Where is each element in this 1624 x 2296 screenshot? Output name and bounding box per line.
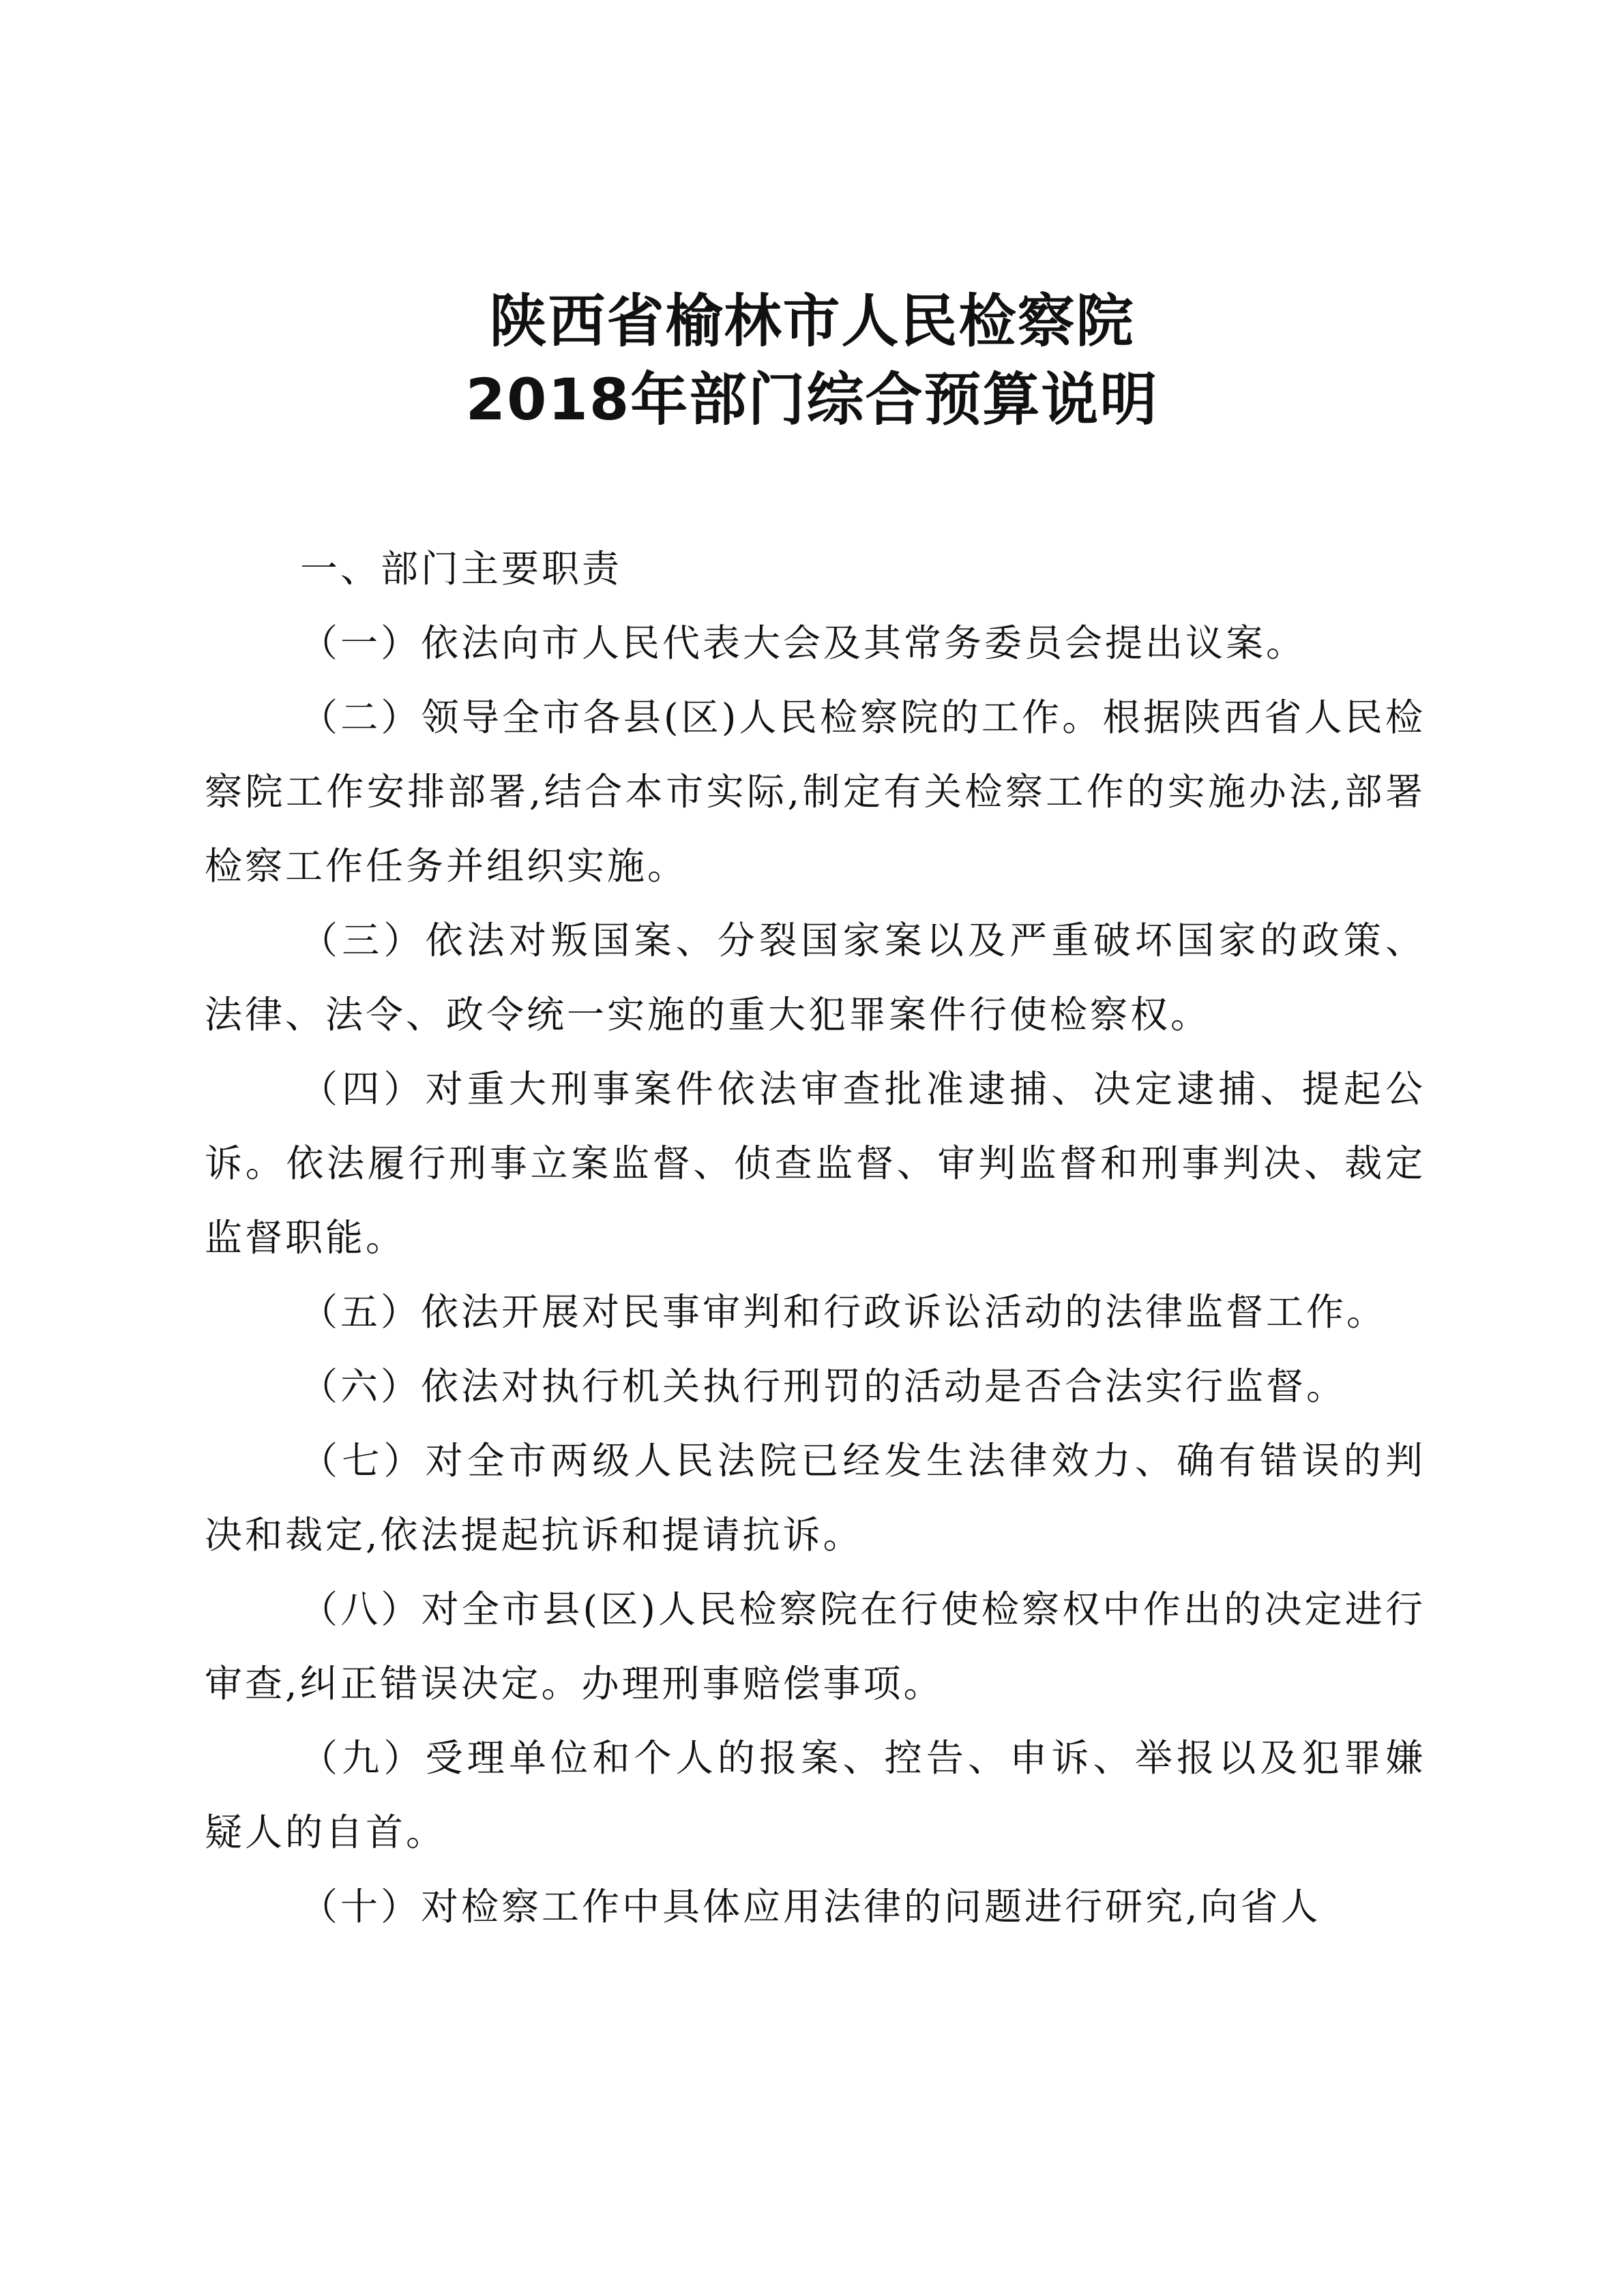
paragraph: （二）领导全市各县(区)人民检察院的工作。根据陕西省人民检察院工作安排部署,结合本市实际,制定有关检察工作的实施办法,部署检察工作任务并组织实施。 [205,696,1426,888]
paragraph: （八）对全市县(区)人民检察院在行使检察权中作出的决定进行审查,纠正错误决定。办理刑事赔偿事项。 [205,1587,1426,1705]
paragraph: （六）依法对执行机关执行刑罚的活动是否合法实行监督。 [300,1365,1347,1408]
paragraph: （五）依法开展对民事审判和行政诉讼活动的法律监督工作。 [300,1290,1387,1334]
paragraph: （三）依法对叛国案、分裂国家案以及严重破坏国家的政策、法律、法令、政令统一实施的重大犯罪案件行使检察权。 [205,919,1426,1037]
section-heading: 一、部门主要职责 [300,547,623,591]
paragraph: （四）对重大刑事案件依法审查批准逮捕、决定逮捕、提起公诉。依法履行刑事立案监督、侦查监督、审判监督和刑事判决、裁定监督职能。 [205,1067,1426,1259]
paragraph: （九）受理单位和个人的报案、控告、申诉、举报以及犯罪嫌疑人的自首。 [205,1736,1426,1854]
paragraph: （一）依法向市人民代表大会及其常务委员会提出议案。 [300,621,1307,665]
document-title-line-2: 2018年部门综合预算说明 [465,366,1159,433]
document-body [205,532,1426,1944]
paragraph: （十）对检察工作中具体应用法律的问题进行研究,向省人 [300,1885,1321,1928]
document-title-line-1: 陕西省榆林市人民检察院 [489,288,1135,355]
paragraph: （七）对全市两级人民法院已经发生法律效力、确有错误的判决和裁定,依法提起抗诉和提请抗诉。 [205,1439,1426,1557]
